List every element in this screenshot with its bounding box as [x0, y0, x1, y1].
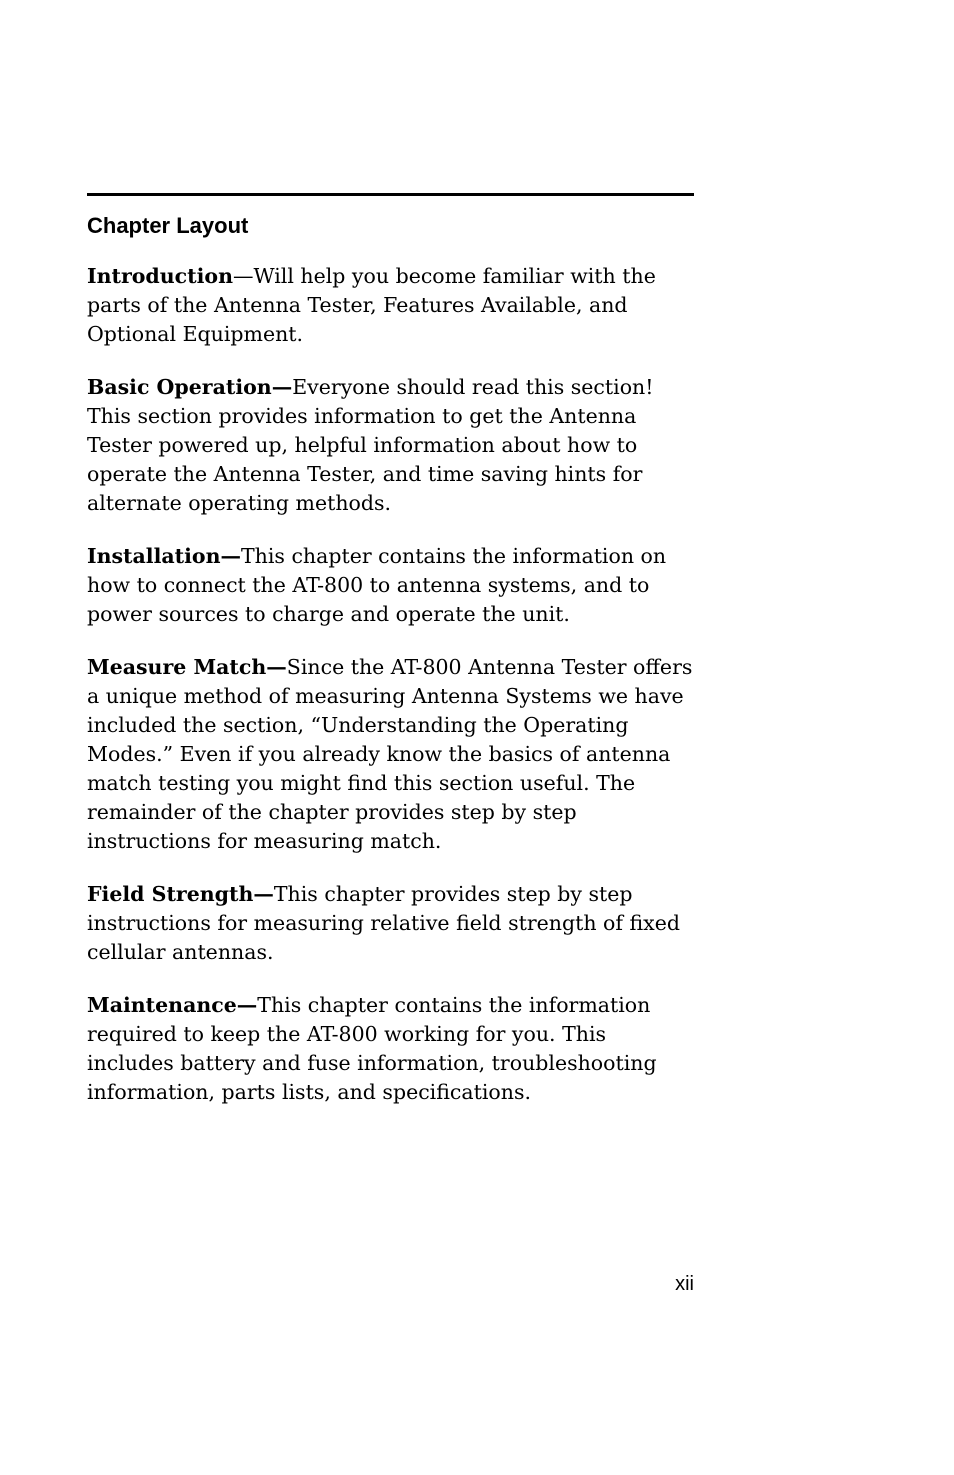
page-number: xii	[675, 1273, 694, 1295]
chapter-list	[87, 262, 694, 1107]
chapter-entry-introduction	[87, 262, 694, 349]
entry-text: —Will help you become familiar with the parts of the Antenna Tester, Features Available, and Optional Equipment.	[87, 264, 656, 346]
entry-title: Installation—	[87, 544, 241, 568]
chapter-entry-installation	[87, 542, 694, 629]
entry-text: Since the AT-800 Antenna Tester offers a unique method of measuring Antenna Systems we have included the section, “Understanding the Operating Modes.” Even if you already know the basics of antenna match testing you might find this section useful. The remainder of the chapter provides step by step instructions for measuring match.	[87, 655, 693, 853]
entry-text: This chapter provides step by step instructions for measuring relative field strength of fixed cellular antennas.	[87, 882, 680, 964]
entry-title: Maintenance—	[87, 993, 258, 1017]
entry-title: Field Strength—	[87, 882, 274, 906]
entry-title: Measure Match—	[87, 655, 287, 679]
entry-text: Everyone should read this section! This section provides information to get the Antenna Tester powered up, helpful information about how to operate the Antenna Tester, and time saving hints for alternate operating methods.	[87, 375, 654, 515]
section-heading: Chapter Layout	[87, 213, 249, 238]
chapter-entry-maintenance	[87, 991, 694, 1107]
entry-text: This chapter contains the information required to keep the AT-800 working for you. This includes battery and fuse information, troubleshooting information, parts lists, and specifications.	[87, 993, 657, 1104]
header-rule	[87, 193, 694, 196]
chapter-entry-field-strength	[87, 880, 694, 967]
page-content	[87, 193, 694, 1131]
entry-text: This chapter contains the information on how to connect the AT-800 to antenna systems, and to power sources to charge and operate the unit.	[87, 544, 667, 626]
chapter-entry-measure-match	[87, 653, 694, 856]
entry-title: Introduction	[87, 264, 233, 288]
entry-title: Basic Operation—	[87, 375, 293, 399]
chapter-entry-basic-operation	[87, 373, 694, 518]
